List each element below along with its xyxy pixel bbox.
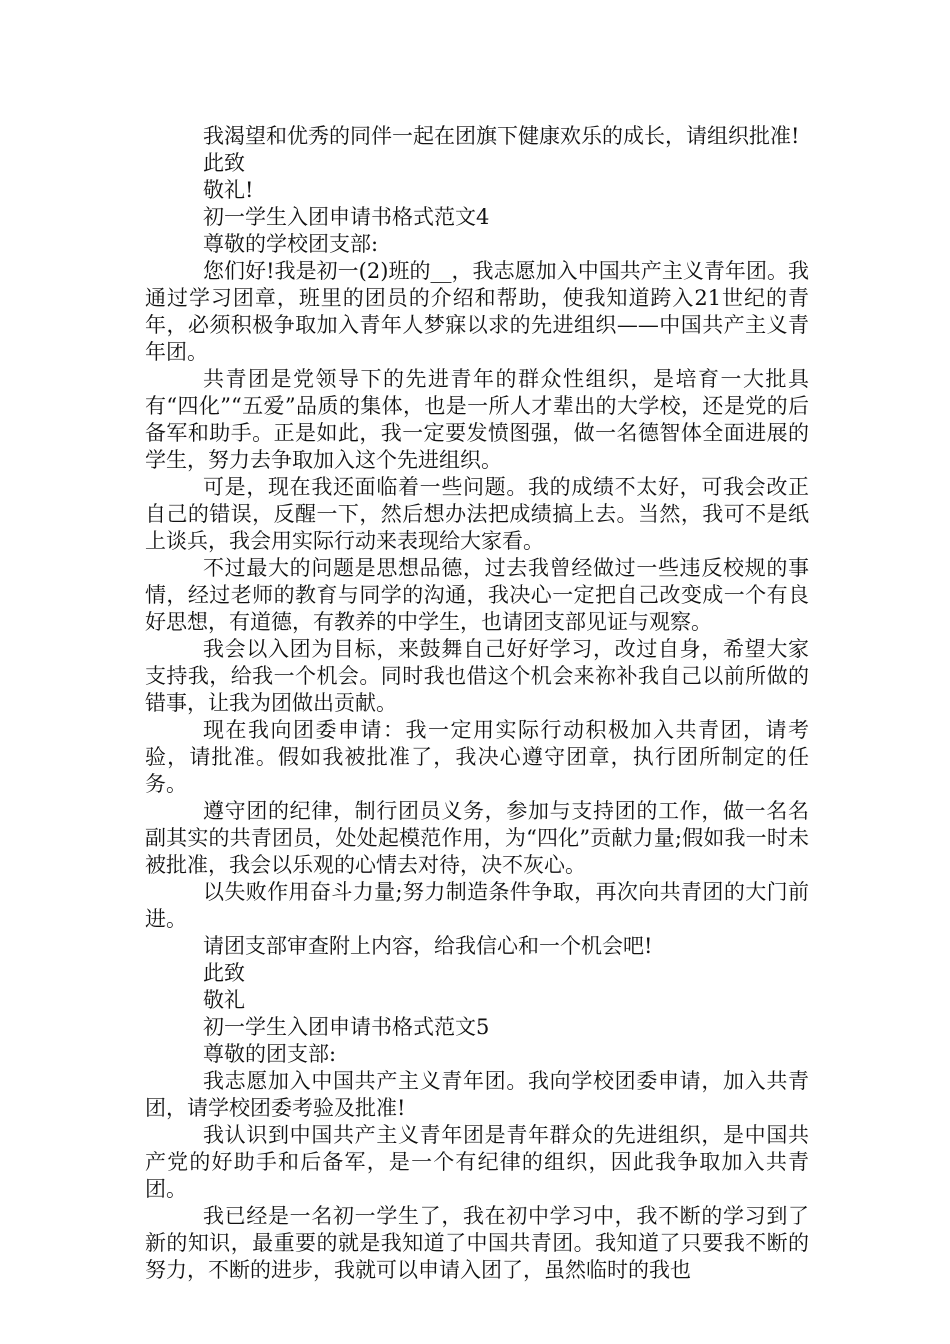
closing-line: 此致 xyxy=(203,961,245,985)
paragraph: 我已经是一名初一学生了，我在初中学习中，我不断的学习到了新的知识，最重要的就是我知道了中国共青团。我知道了只要我不断的努力，不断的进步，我就可以申请入团了，虽然临时的我也 xyxy=(145,1204,809,1282)
paragraph: 可是，现在我还面临着一些问题。我的成绩不太好，可我会改正自己的错误，反醒一下，然后想办法把成绩搞上去。当然，我可不是纸上谈兵，我会用实际行动来表现给大家看。 xyxy=(145,475,809,553)
paragraph: 我志愿加入中国共产主义青年团。我向学校团委申请，加入共青团，请学校团委考验及批准! xyxy=(145,1069,809,1120)
paragraph: 我认识到中国共产主义青年团是青年群众的先进组织，是中国共产党的好助手和后备军，是一个有纪律的组织，因此我争取加入共青团。 xyxy=(145,1123,809,1201)
paragraph: 我渴望和优秀的同伴一起在团旗下健康欢乐的成长，请组织批准! xyxy=(203,124,800,148)
section-heading: 初一学生入团申请书格式范文4 xyxy=(203,205,490,229)
section-heading: 初一学生入团申请书格式范文5 xyxy=(203,1015,490,1039)
paragraph: 您们好!我是初一(2)班的__，我志愿加入中国共产主义青年团。我通过学习团章，班里的团员的介绍和帮助，使我知道跨入21世纪的青年，必须积极争取加入青年人梦寐以求的先进组织——中国共产主义青年团。 xyxy=(145,259,809,364)
paragraph: 遵守团的纪律，制行团员义务，参加与支持团的工作，做一名名副其实的共青团员，处处起模范作用，为“四化”贡献力量;假如我一时未被批准，我会以乐观的心情去对待，决不灰心。 xyxy=(145,799,809,877)
paragraph: 以失败作用奋斗力量;努力制造条件争取，再次向共青团的大门前进。 xyxy=(145,880,809,931)
paragraph: 现在我向团委申请：我一定用实际行动积极加入共青团，请考验，请批准。假如我被批准了，我决心遵守团章，执行团所制定的任务。 xyxy=(145,718,809,796)
addressee-line: 尊敬的学校团支部: xyxy=(203,232,379,256)
document-page xyxy=(145,123,809,1284)
salutation-line: 敬礼! xyxy=(203,178,254,202)
addressee-line: 尊敬的团支部: xyxy=(203,1042,337,1066)
request-line: 请团支部审查附上内容，给我信心和一个机会吧! xyxy=(203,934,653,958)
closing-line: 此致 xyxy=(203,151,245,175)
paragraph: 我会以入团为目标，来鼓舞自己好好学习，改过自身，希望大家支持我，给我一个机会。同时我也借这个机会来祢补我自己以前所做的错事，让我为团做出贡献。 xyxy=(145,637,809,715)
salutation-line: 敬礼 xyxy=(203,988,245,1012)
paragraph: 不过最大的问题是思想品德，过去我曾经做过一些违反校规的事情，经过老师的教育与同学的沟通，我决心一定把自己改变成一个有良好思想，有道德，有教养的中学生，也请团支部见证与观察。 xyxy=(145,556,809,634)
paragraph: 共青团是党领导下的先进青年的群众性组织，是培育一大批具有“四化”“五爱”品质的集体，也是一所人才辈出的大学校，还是党的后备军和助手。正是如此，我一定要发愤图强，做一名德智体全面进展的学生，努力去争取加入这个先进组织。 xyxy=(145,367,809,472)
